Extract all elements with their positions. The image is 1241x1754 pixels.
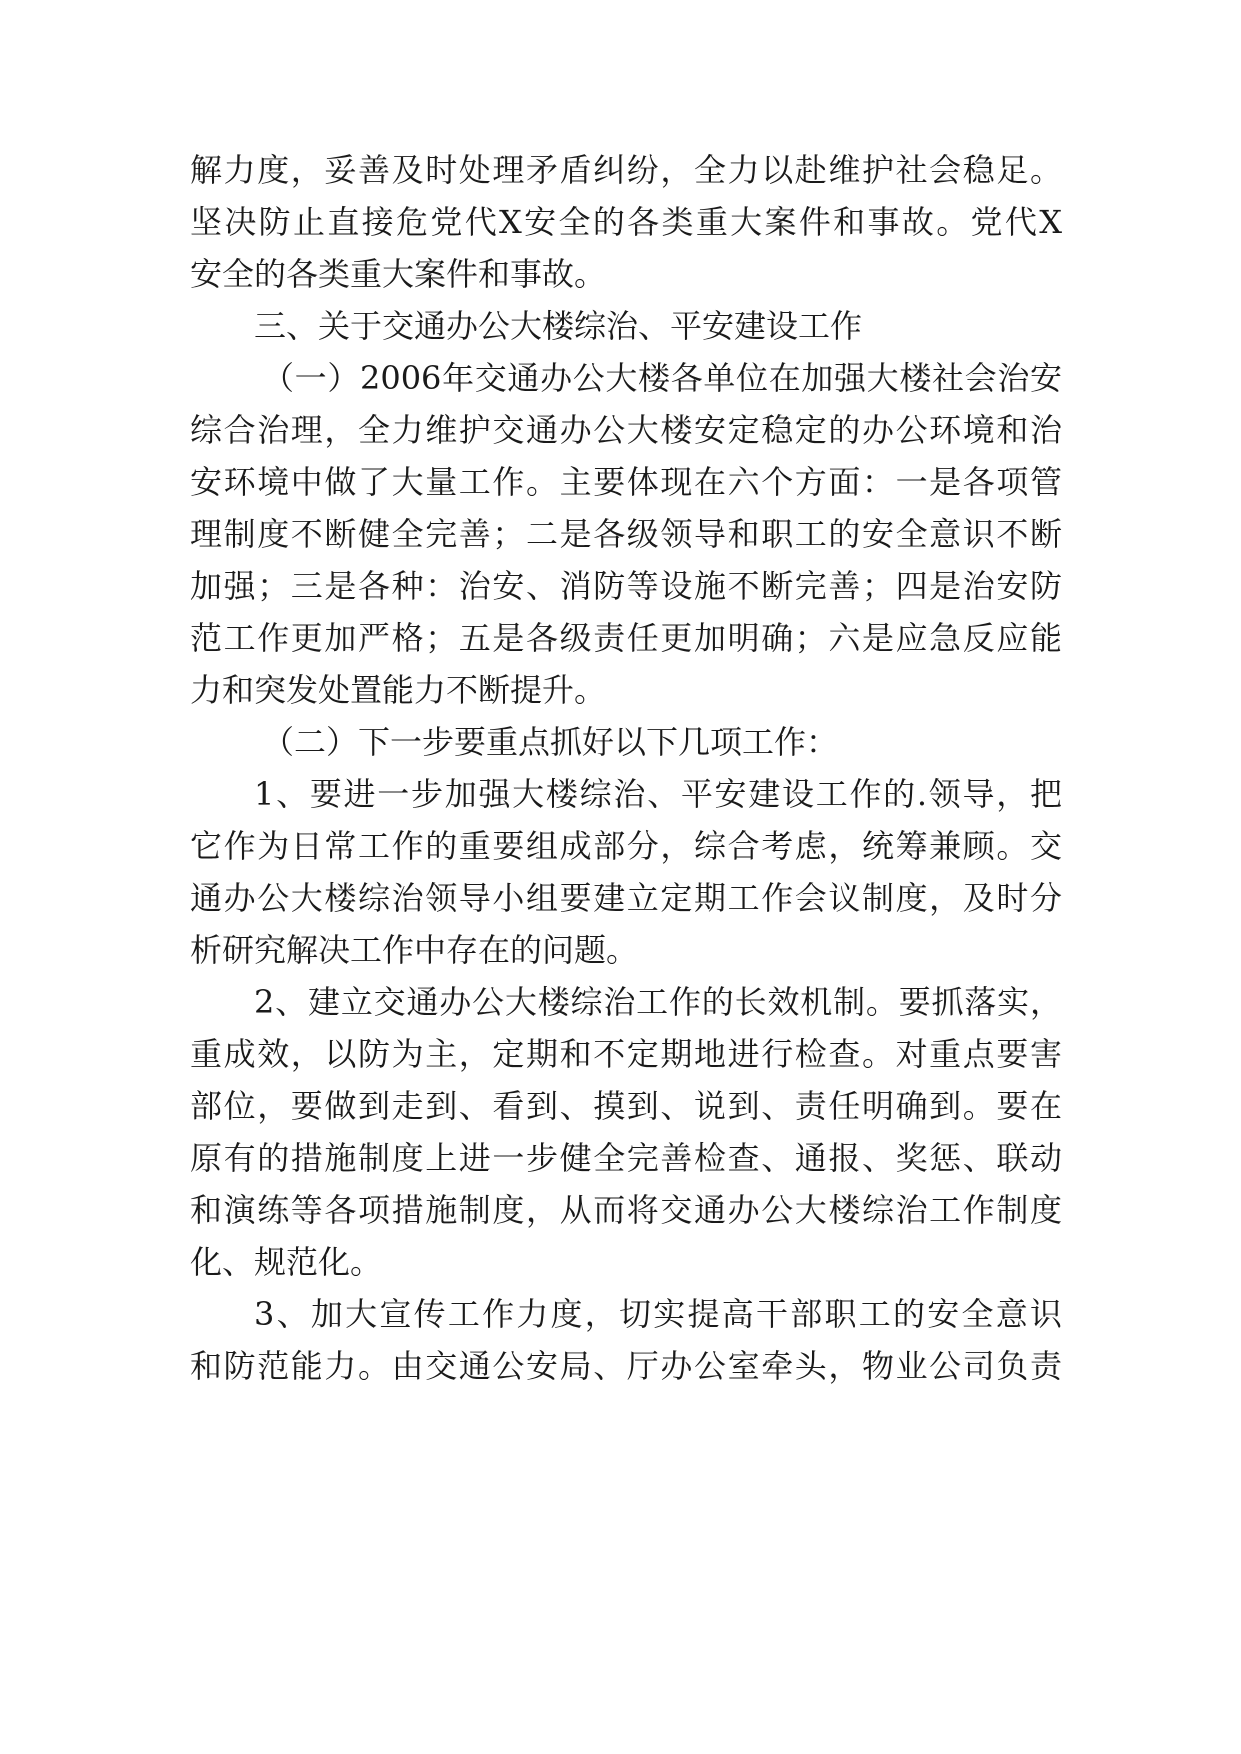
text-line: （一）2006年交通办公大楼各单位在加强大楼社会治安 [262,359,1062,397]
text-line: 3、加大宣传工作力度，切实提高干部职工的安全意识 [254,1295,1062,1333]
text-line: 力和突发处置能力不断提升。 [190,671,607,709]
text-line: 和防范能力。由交通公安局、厅办公室牵头，物业公司负责 [190,1347,1062,1385]
text-line: 安全的各类重大案件和事故。 [190,255,607,293]
text-line: 理制度不断健全完善；二是各级领导和职工的安全意识不断 [190,515,1062,553]
text-line: 析研究解决工作中存在的问题。 [190,931,639,969]
section-heading: 三、关于交通办公大楼综治、平安建设工作 [254,307,863,345]
text-line: 安环境中做了大量工作。主要体现在六个方面：一是各项管 [190,463,1062,501]
subsection-heading: （二）下一步要重点抓好以下几项工作： [262,723,839,761]
text-line: 原有的措施制度上进一步健全完善检查、通报、奖惩、联动 [190,1139,1062,1177]
text-line: 部位，要做到走到、看到、摸到、说到、责任明确到。要在 [190,1087,1062,1125]
text-line: 2、建立交通办公大楼综治工作的长效机制。要抓落实， [254,983,1062,1021]
text-line: 它作为日常工作的重要组成部分，综合考虑，统筹兼顾。交 [190,827,1062,865]
text-line: 综合治理，全力维护交通办公大楼安定稳定的办公环境和治 [190,411,1062,449]
text-line: 通办公大楼综治领导小组要建立定期工作会议制度，及时分 [190,879,1062,917]
text-line: 化、规范化。 [190,1243,383,1281]
text-line: 1、要进一步加强大楼综治、平安建设工作的.领导，把 [254,775,1062,813]
text-line: 坚决防止直接危党代X安全的各类重大案件和事故。党代X [190,203,1062,241]
text-line: 范工作更加严格；五是各级责任更加明确；六是应急反应能 [190,619,1062,657]
text-line: 加强；三是各种：治安、消防等设施不断完善；四是治安防 [190,567,1062,605]
text-line: 重成效，以防为主，定期和不定期地进行检查。对重点要害 [190,1035,1062,1073]
text-line: 解力度，妥善及时处理矛盾纠纷，全力以赴维护社会稳足。 [190,151,1062,189]
text-line: 和演练等各项措施制度，从而将交通办公大楼综治工作制度 [190,1191,1062,1229]
